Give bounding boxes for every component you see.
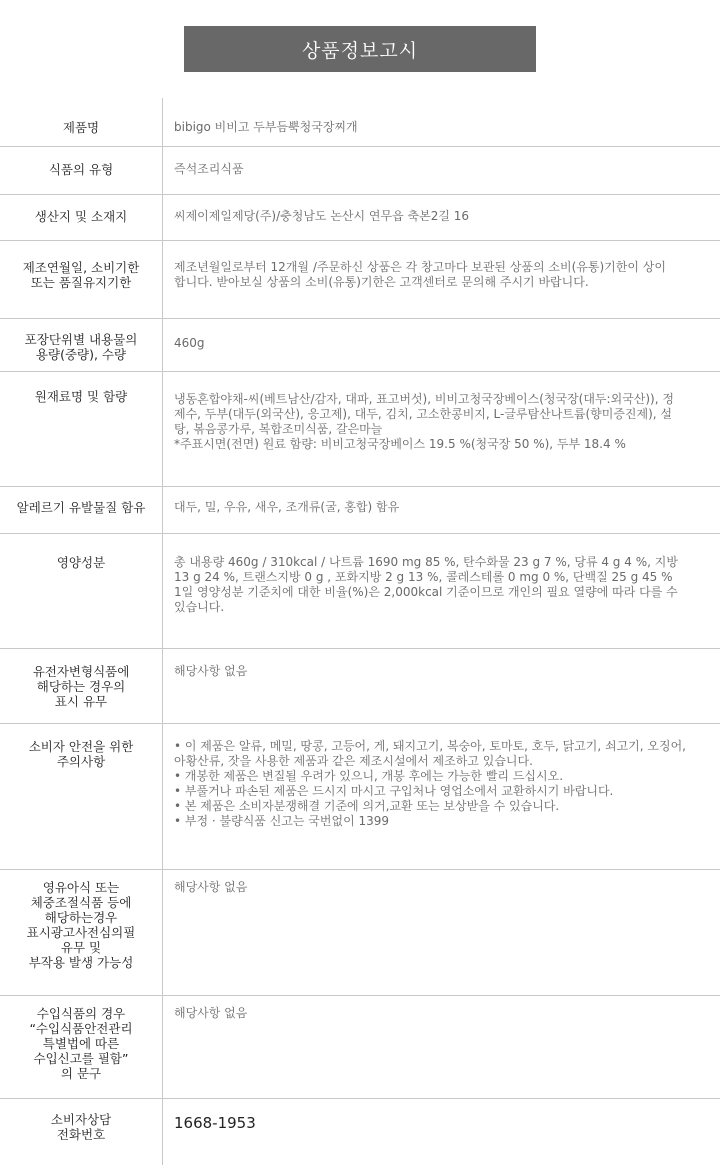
- row-value-imported-food: 해당사항 없음: [174, 1006, 248, 1020]
- row-value-expiry: 제조년월일로부터 12개월 /주문하신 상품은 각 창고마다 보관된 상품의 소비(유통)기한이 상이 합니다. 받아보실 상품의 소비(유통)기한은 고객센터로 문의해 주시기 바랍니다.: [174, 260, 666, 289]
- table-row: [0, 146, 720, 195]
- row-value-infant-food: 해당사항 없음: [174, 880, 248, 894]
- table-row: [0, 1098, 720, 1165]
- table-row: [0, 486, 720, 534]
- row-label-food-type: 식품의 유형: [48, 162, 114, 177]
- row-value-safety: • 이 제품은 알류, 메밀, 땅콩, 고등어, 게, 돼지고기, 복숭아, 토마토, 호두, 닭고기, 쇠고기, 오징어, 아황산류, 잣을 사용한 제품과 같은 제조시설에서 제조하고 있습니다. • 개봉한 제품은 변질될 우려가 있으니, 개봉 후에는 가능한 빨리 드십시오. • 부풀거나 파손된 제품은 드시지 마시고 구입처나 영업소에서 교환하시기 바랍니다. • 본 제품은 소비자분쟁해결 기준에 의거,교환 또는 보상받을 수 있습니다. • 부정 · 불량식품 신고는 국번없이 1399: [174, 739, 686, 828]
- row-label-contact: 소비자상담 전화번호: [50, 1112, 112, 1142]
- row-label-gmo: 유전자변형식품에 해당하는 경우의 표시 유무: [32, 664, 130, 709]
- row-label-origin: 생산지 및 소재지: [34, 209, 128, 224]
- table-row: [0, 371, 720, 487]
- table-row: [0, 533, 720, 649]
- row-value-product-name: bibigo 비비고 두부듬뿍청국장찌개: [174, 120, 358, 134]
- row-label-volume: 포장단위별 내용물의 용량(중량), 수량: [24, 332, 138, 362]
- table-row: [0, 240, 720, 319]
- row-value-gmo: 해당사항 없음: [174, 664, 248, 678]
- table-row: [0, 869, 720, 996]
- table-row: [0, 318, 720, 372]
- row-label-infant-food: 영유아식 또는 체중조절식품 등에 해당하는경우 표시광고사전심의필 유무 및 부작용 발생 가능성: [26, 880, 136, 970]
- row-label-nutrition: 영양성분: [56, 555, 106, 570]
- row-label-product-name: 제품명: [62, 120, 100, 135]
- table-row: [0, 98, 720, 147]
- table-row: [0, 995, 720, 1099]
- row-label-ingredients: 원재료명 및 함량: [34, 389, 128, 404]
- row-value-origin: 씨제이제일제당(주)/충청남도 논산시 연무읍 축본2길 16: [174, 209, 470, 223]
- table-row: [0, 194, 720, 241]
- row-value-ingredients: 냉동혼합야채-씨(베트남산/감자, 대파, 표고버섯), 비비고청국장베이스(청국장(대두:외국산)), 정 제수, 두부(대두(외국산), 응고제), 대두, 김치, 고소한콩비지, L-글루탐산나트륨(향미증진제), 설 탕, 볶음콩가루, 복합조미식품, 갈은마늘 *주표시면(전면) 원료 함량: 비비고청국장베이스 19.5 %(청국장 50 %), 두부 18.4 %: [174, 392, 674, 451]
- row-value-food-type: 즉석조리식품: [174, 162, 244, 176]
- table-row: [0, 723, 720, 870]
- row-value-volume: 460g: [174, 336, 205, 350]
- row-value-contact: 1668-1953: [174, 1114, 256, 1132]
- row-label-imported-food: 수입식품의 경우 “수입식품안전관리 특별법에 따른 수입신고를 필함” 의 문구: [29, 1006, 133, 1081]
- table-row: [0, 648, 720, 724]
- row-value-nutrition: 총 내용량 460g / 310kcal / 나트륨 1690 mg 85 %, 탄수화물 23 g 7 %, 당류 4 g 4 %, 지방 13 g 24 %, 트랜스지방 0 g , 포화지방 2 g 13 %, 콜레스테롤 0 mg 0 %, 단백질 25 g 45 % 1일 영양성분 기준치에 대한 비율(%)은 2,000kcal 기준이므로 개인의 필요 열량에 따라 다를 수 있습니다.: [174, 555, 678, 614]
- page-title: 상품정보고시: [184, 26, 536, 72]
- row-value-allergens: 대두, 밀, 우유, 새우, 조개류(굴, 홍합) 함유: [174, 500, 400, 514]
- row-label-safety: 소비자 안전을 위한 주의사항: [28, 739, 134, 769]
- row-label-allergens: 알레르기 유발물질 함유: [16, 500, 146, 515]
- row-label-expiry: 제조연월일, 소비기한 또는 품질유지기한: [22, 260, 140, 290]
